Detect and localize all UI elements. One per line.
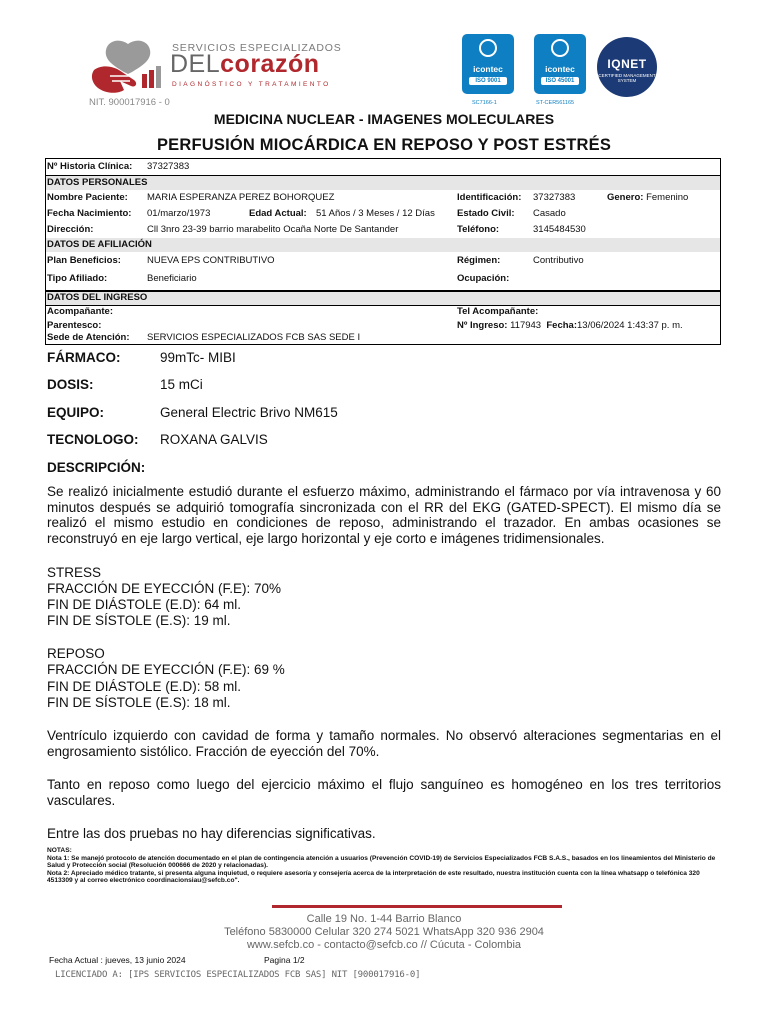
notes-block (47, 847, 725, 885)
acompanante-label: Acompañante: (47, 306, 113, 317)
farmaco-value: 99mTc- MIBI (160, 350, 236, 365)
department-title: MEDICINA NUCLEAR - IMAGENES MOLECULARES (213, 111, 555, 127)
icontec-icon (479, 39, 497, 57)
reposo-fe: FRACCIÓN DE EYECCIÓN (F.E): 69 % (47, 662, 285, 677)
ventricle-paragraph: Ventrículo izquierdo con cavidad de forma y tamaño normales. No observó alteraciones segmentarias en el engrosamiento sistólico. Fracción de eyección del 70%. (47, 728, 721, 759)
telefono-value: 3145484530 (533, 224, 586, 235)
tecnologo-label: TECNOLOGO: (47, 432, 139, 447)
page-number: Pagina 1/2 (264, 955, 305, 965)
patient-info-table (45, 158, 721, 345)
tipo-afiliado-value: Beneficiario (147, 273, 197, 284)
print-date: Fecha Actual : jueves, 13 junio 2024 (49, 955, 186, 965)
icontec-iso9001-seal: icontec ISO 9001 (462, 34, 514, 94)
note-1: Nota 1: Se manejó protocolo de atención documentado en el plan de contingencia atención a usuarios (Prevención COVID-19) de Servicios Especializados FCB S.A.S., basados en los lineamientos del Ministerio de Salud y Protección social (Resolución 000666 de 2020 y relacionadas). (47, 854, 716, 870)
dosis-label: DOSIS: (47, 377, 94, 392)
edad-value: 51 Años / 3 Meses / 12 Días (316, 208, 435, 219)
stress-title: STRESS (47, 565, 102, 580)
note-2: Nota 2: Apreciado médico tratante, si presenta alguna inquietud, o requiere asesoría y consejería acerca de la interpretación de este resultado, nuestra institución cuenta con la línea whatsapp o telefónica 320 4513309 y al correo electrónico coordinacionsiau@sefcb.co". (47, 869, 700, 885)
reposo-es: FIN DE SÍSTOLE (E.S): 18 ml. (47, 695, 231, 710)
nombre-label: Nombre Paciente: (47, 192, 128, 203)
flow-paragraph: Tanto en reposo como luego del ejercicio máximo el flujo sanguíneo es homogéneo en los tres territorios vasculares. (47, 777, 721, 808)
reposo-ed: FIN DE DIÁSTOLE (E.D): 58 ml. (47, 679, 242, 694)
license-line: LICENCIADO A: [IPS SERVICIOS ESPECIALIZADOS FCB SAS] NIT [900017916-0] (55, 970, 421, 980)
section-datos-personales: DATOS PERSONALES (47, 177, 148, 188)
stress-fe: FRACCIÓN DE EYECCIÓN (F.E): 70% (47, 581, 282, 596)
report-title: PERFUSIÓN MIOCÁRDICA EN REPOSO Y POST ESTRÉS (156, 136, 612, 154)
genero: Genero: Femenino (607, 192, 689, 203)
nacimiento-value: 01/marzo/1973 (147, 208, 211, 219)
ocupacion-label: Ocupación: (457, 273, 510, 284)
plan-value: NUEVA EPS CONTRIBUTIVO (147, 255, 275, 266)
plan-label: Plan Beneficios: (47, 255, 121, 266)
descripcion-label: DESCRIPCIÓN: (47, 460, 146, 475)
iqnet-seal: IQNET CERTIFIED MANAGEMENT SYSTEM (597, 37, 657, 97)
direccion-value: Cll 3nro 23-39 barrio marabelito Ocaña Norte De Santander (147, 224, 399, 235)
sede-label: Sede de Atención: (47, 332, 130, 343)
telefono-label: Teléfono: (457, 224, 500, 235)
footer-web: www.sefcb.co - contacto@sefcb.co // Cúcuta - Colombia (246, 939, 522, 951)
notes-title: NOTAS: (47, 847, 72, 854)
direccion-label: Dirección: (47, 224, 94, 235)
tipo-afiliado-label: Tipo Afiliado: (47, 273, 108, 284)
ident-label: Identificación: (457, 192, 522, 203)
edad-label: Edad Actual: (249, 208, 307, 219)
brand-tagline: SERVICIOS ESPECIALIZADOS (172, 42, 342, 54)
civil-value: Casado (533, 208, 566, 219)
description-paragraph: Se realizó inicialmente estudió durante el esfuerzo máximo, administrando el fármaco por vía intravenosa y 60 minutos después se adquirió tomografía sincronizada con el RR del EKG (GATED-SPECT). El mismo día se realizó el mismo estudio en condiciones de reposo, administrando el trazador. En ambas ocasiones se reconstruyó en eje largo vertical, eje largo horizontal y eje corto e imágenes tridimensionales. (47, 484, 721, 546)
parentesco-label: Parentesco: (47, 320, 102, 331)
sede-value: SERVICIOS ESPECIALIZADOS FCB SAS SEDE I (147, 332, 361, 343)
stress-ed: FIN DE DIÁSTOLE (E.D): 64 ml. (47, 597, 242, 612)
nombre-value: MARIA ESPERANZA PEREZ BOHORQUEZ (147, 192, 335, 203)
footer-divider (272, 905, 562, 908)
equipo-value: General Electric Brivo NM615 (160, 405, 338, 420)
section-datos-afiliacion: DATOS DE AFILIACIÓN (47, 239, 152, 250)
brand-subtitle: DIAGNÓSTICO Y TRATAMIENTO (172, 81, 331, 88)
dosis-value: 15 mCi (160, 377, 203, 392)
cert1-code: SC7166-1 (472, 100, 497, 106)
stress-es: FIN DE SÍSTOLE (E.S): 19 ml. (47, 613, 231, 628)
ident-value: 37327383 (533, 192, 576, 203)
nit-number: NIT. 900017916 - 0 (89, 97, 170, 108)
footer-address: Calle 19 No. 1-44 Barrio Blanco (306, 913, 462, 925)
tel-acompanante-label: Tel Acompañante: (457, 306, 539, 317)
tecnologo-value: ROXANA GALVIS (160, 432, 268, 447)
ingreso-info: Nº Ingreso: 117943 Fecha:13/06/2024 1:43:37 p. m. (457, 320, 683, 331)
icontec-icon (551, 39, 569, 57)
historia-value: 37327383 (147, 161, 190, 172)
farmaco-label: FÁRMACO: (47, 350, 121, 365)
cert2-code: ST-CER561165 (536, 100, 575, 106)
brand-name: DELcorazón (170, 50, 320, 78)
regimen-label: Régimen: (457, 255, 501, 266)
section-datos-ingreso: DATOS DEL INGRESO (47, 292, 148, 303)
icontec-iso45001-seal: icontec ISO 45001 (534, 34, 586, 94)
historia-label: Nº Historia Clínica: (47, 161, 133, 172)
heart-hand-logo-icon (88, 36, 166, 98)
nacimiento-label: Fecha Nacimiento: (47, 208, 132, 219)
reposo-title: REPOSO (47, 646, 105, 661)
civil-label: Estado Civil: (457, 208, 515, 219)
conclusion-line: Entre las dos pruebas no hay diferencias significativas. (47, 826, 376, 841)
equipo-label: EQUIPO: (47, 405, 105, 420)
regimen-value: Contributivo (533, 255, 584, 266)
footer-phones: Teléfono 5830000 Celular 320 274 5021 WhatsApp 320 936 2904 (224, 926, 544, 938)
